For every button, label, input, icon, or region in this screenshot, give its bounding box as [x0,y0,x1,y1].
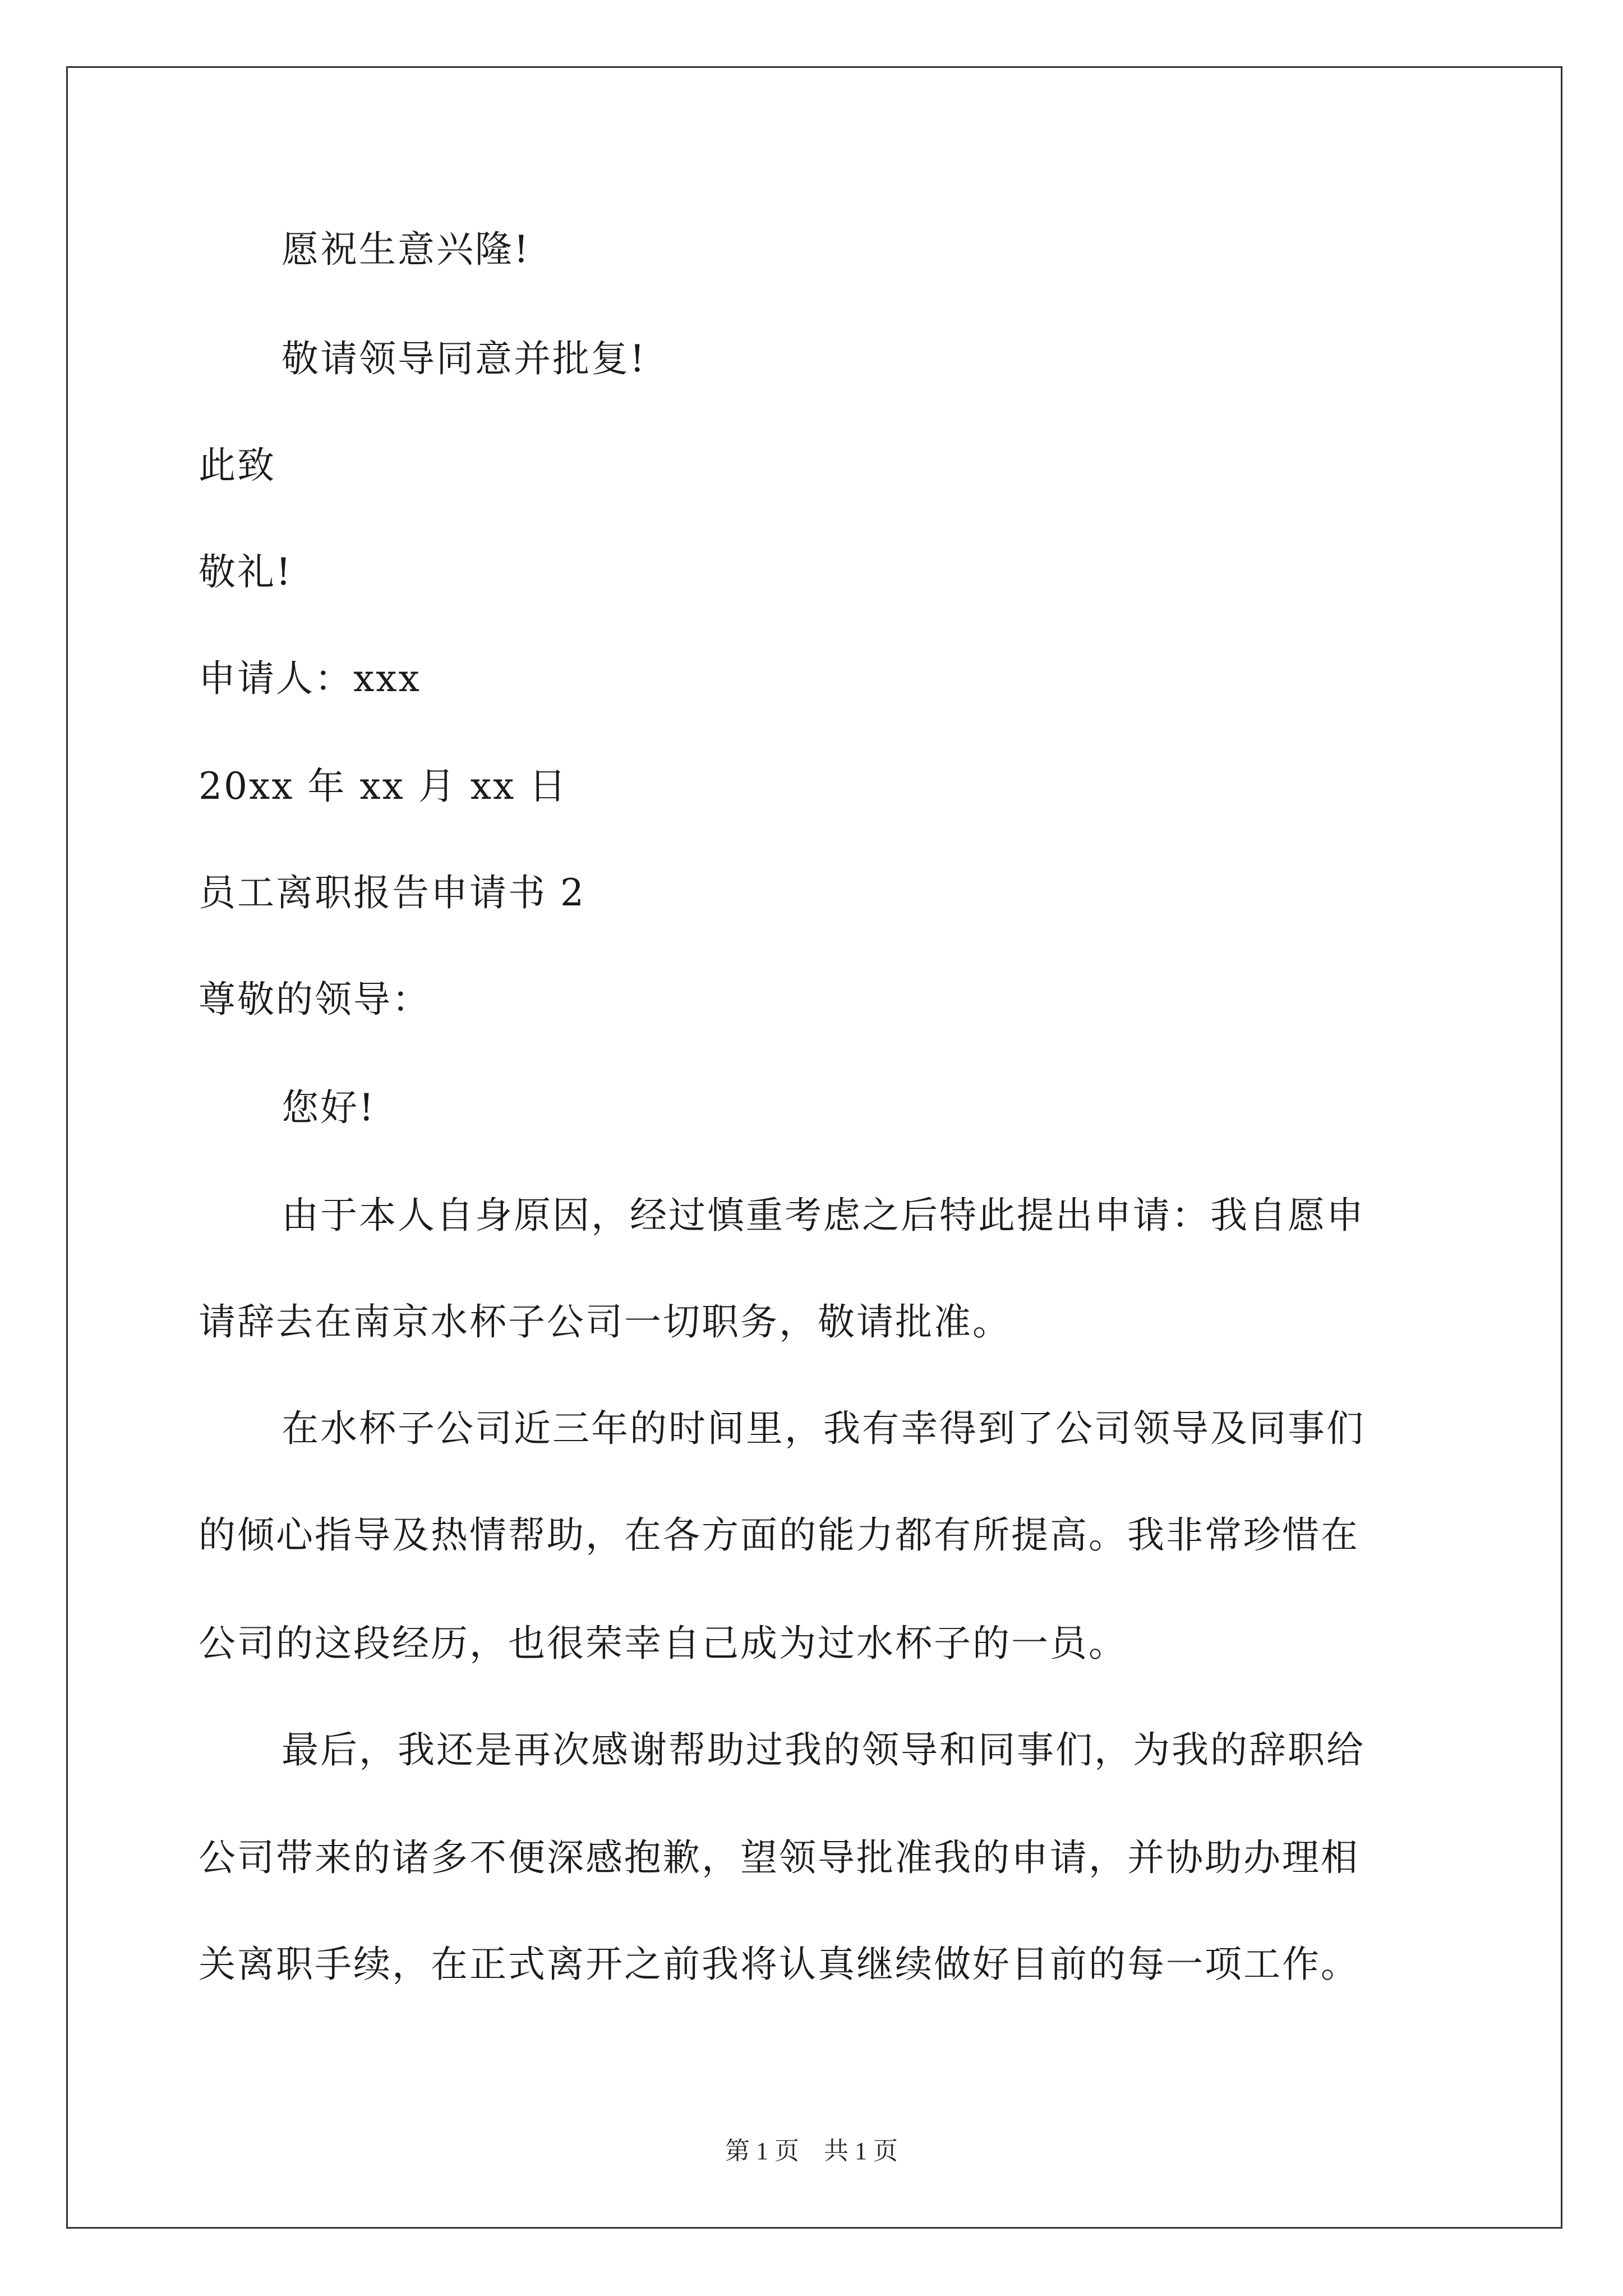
applicant-line: 申请人：xxx [199,657,421,700]
date-line: 20xx 年 xx 月 xx 日 [199,765,568,808]
paragraph-3-line-1: 最后，我还是再次感谢帮助过我的领导和同事们，为我的辞职给 [282,1728,1365,1772]
paragraph-1-line-1: 由于本人自身原因，经过慎重考虑之后特此提出申请：我自愿申 [282,1194,1365,1237]
paragraph-1-line-2: 请辞去在南京水杯子公司一切职务，敬请批准。 [199,1300,1011,1343]
greeting-hello: 您好! [282,1086,376,1129]
paragraph-3-line-2: 公司带来的诸多不便深感抱歉，望领导批准我的申请，并协助办理相 [199,1836,1359,1879]
salutation-jingli: 敬礼! [199,550,293,593]
paragraph-3-line-3: 关离职手续，在正式离开之前我将认真继续做好目前的每一项工作。 [199,1943,1359,1986]
page-border [66,66,1562,2229]
paragraph-2-line-1: 在水杯子公司近三年的时间里，我有幸得到了公司领导及同事们 [282,1407,1365,1450]
salutation-cizhi: 此致 [199,444,276,487]
paragraph-2-line-3: 公司的这段经历，也很荣幸自己成为过水杯子的一员。 [199,1622,1127,1665]
paragraph-2-line-2: 的倾心指导及热情帮助，在各方面的能力都有所提高。我非常珍惜在 [199,1513,1359,1557]
page-footer: 第 1 页 共 1 页 [725,2137,898,2165]
greeting-addressee: 尊敬的领导： [199,978,431,1021]
approval-request: 敬请领导同意并批复! [282,337,647,380]
closing-wish: 愿祝生意兴隆! [282,228,531,271]
section-title: 员工离职报告申请书 2 [199,871,585,914]
